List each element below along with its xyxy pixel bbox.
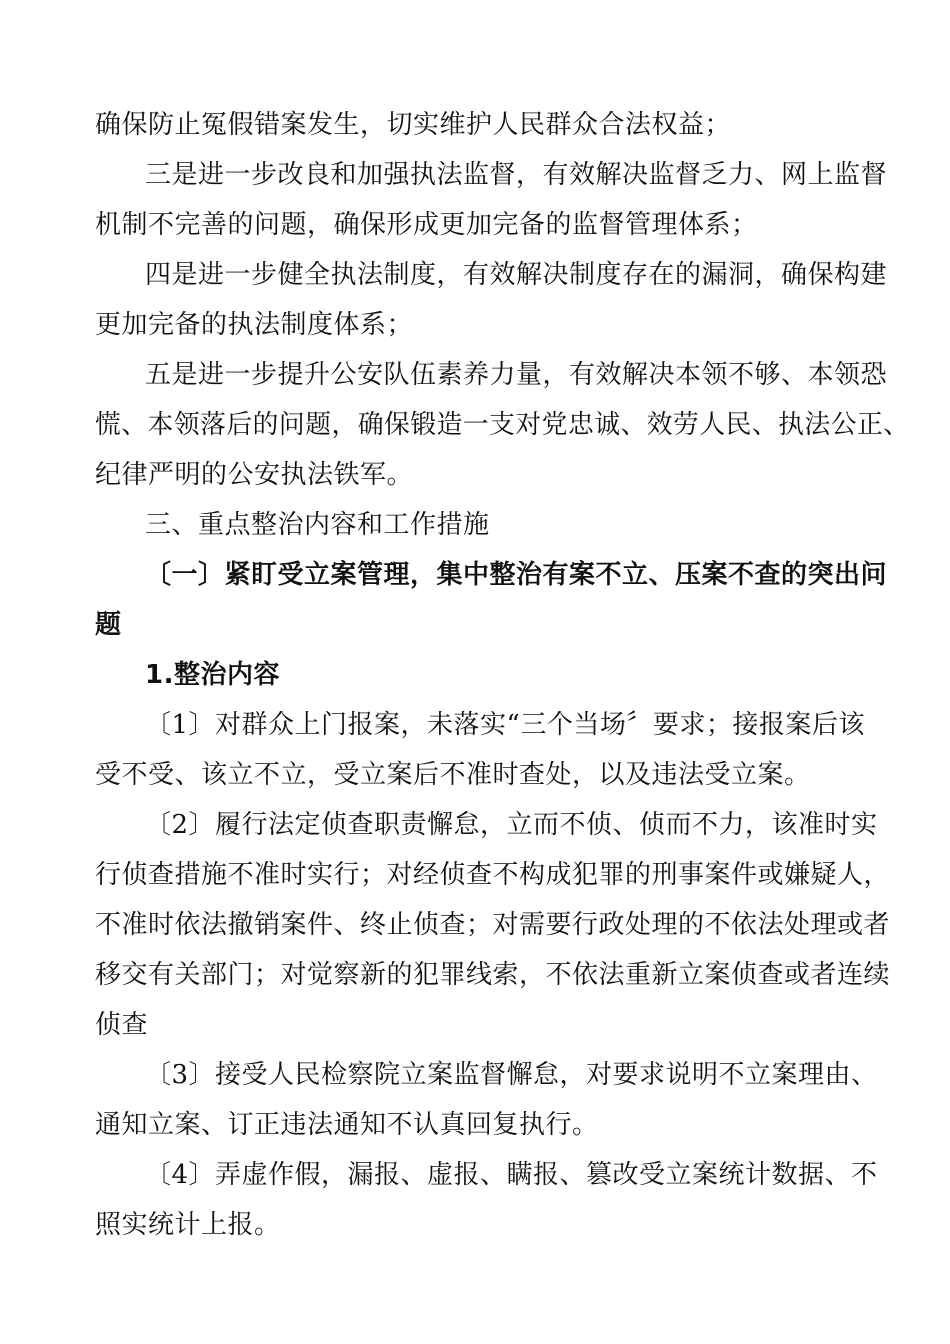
subsection-heading-line-2: 题 xyxy=(95,610,122,640)
item-4-line-2: 照实统计上报。 xyxy=(95,1210,281,1240)
item-2-line-1: 〔2〕履行法定侦查职责懈怠，立而不侦、侦而不力，该准时实 xyxy=(145,810,878,840)
item-2-line-3: 不准时依法撤销案件、终止侦查；对需要行政处理的不依法处理或者 xyxy=(95,910,891,940)
paragraph-4-line-1: 四是进一步健全执法制度，有效解决制度存在的漏洞，确保构建 xyxy=(145,260,888,290)
subsection-heading-line-1: 〔一〕紧盯受立案管理，集中整治有案不立、压案不查的突出问 xyxy=(145,560,888,590)
paragraph-5-line-1: 五是进一步提升公安队伍素养力量，有效解决本领不够、本领恐 xyxy=(145,360,888,390)
item-2-line-4: 移交有关部门；对觉察新的犯罪线索，不依法重新立案侦查或者连续 xyxy=(95,960,891,990)
item-3-line-2: 通知立案、订正违法通知不认真回复执行。 xyxy=(95,1110,599,1140)
item-3-line-1: 〔3〕接受人民检察院立案监督懈怠，对要求说明不立案理由、 xyxy=(145,1060,878,1090)
paragraph-3-line-2: 机制不完善的问题，确保形成更加完备的监督管理体系； xyxy=(95,210,758,240)
paragraph-5-line-2: 慌、本领落后的问题，确保锻造一支对党忠诚、效劳人民、执法公正、 xyxy=(95,410,910,440)
section-heading: 三、重点整治内容和工作措施 xyxy=(145,510,490,540)
item-4-line-1: 〔4〕弄虚作假，漏报、虚报、瞒报、篡改受立案统计数据、不 xyxy=(145,1160,878,1190)
item-heading: 1.整治内容 xyxy=(145,660,280,690)
item-1-line-2: 受不受、该立不立，受立案后不准时查处，以及违法受立案。 xyxy=(95,760,811,790)
paragraph-5-line-3: 纪律严明的公安执法铁军。 xyxy=(95,460,414,490)
text-line: 确保防止冤假错案发生，切实维护人民群众合法权益； xyxy=(95,110,732,140)
paragraph-3-line-1: 三是进一步改良和加强执法监督，有效解决监督乏力、网上监督 xyxy=(145,160,888,190)
paragraph-4-line-2: 更加完备的执法制度体系； xyxy=(95,310,414,340)
item-2-line-5: 侦查 xyxy=(95,1010,149,1040)
item-1-line-1: 〔1〕对群众上门报案，未落实“三个当场〞要求；接报案后该 xyxy=(145,710,865,740)
item-2-line-2: 行侦查措施不准时实行；对经侦查不构成犯罪的刑事案件或嫌疑人， xyxy=(95,860,891,890)
